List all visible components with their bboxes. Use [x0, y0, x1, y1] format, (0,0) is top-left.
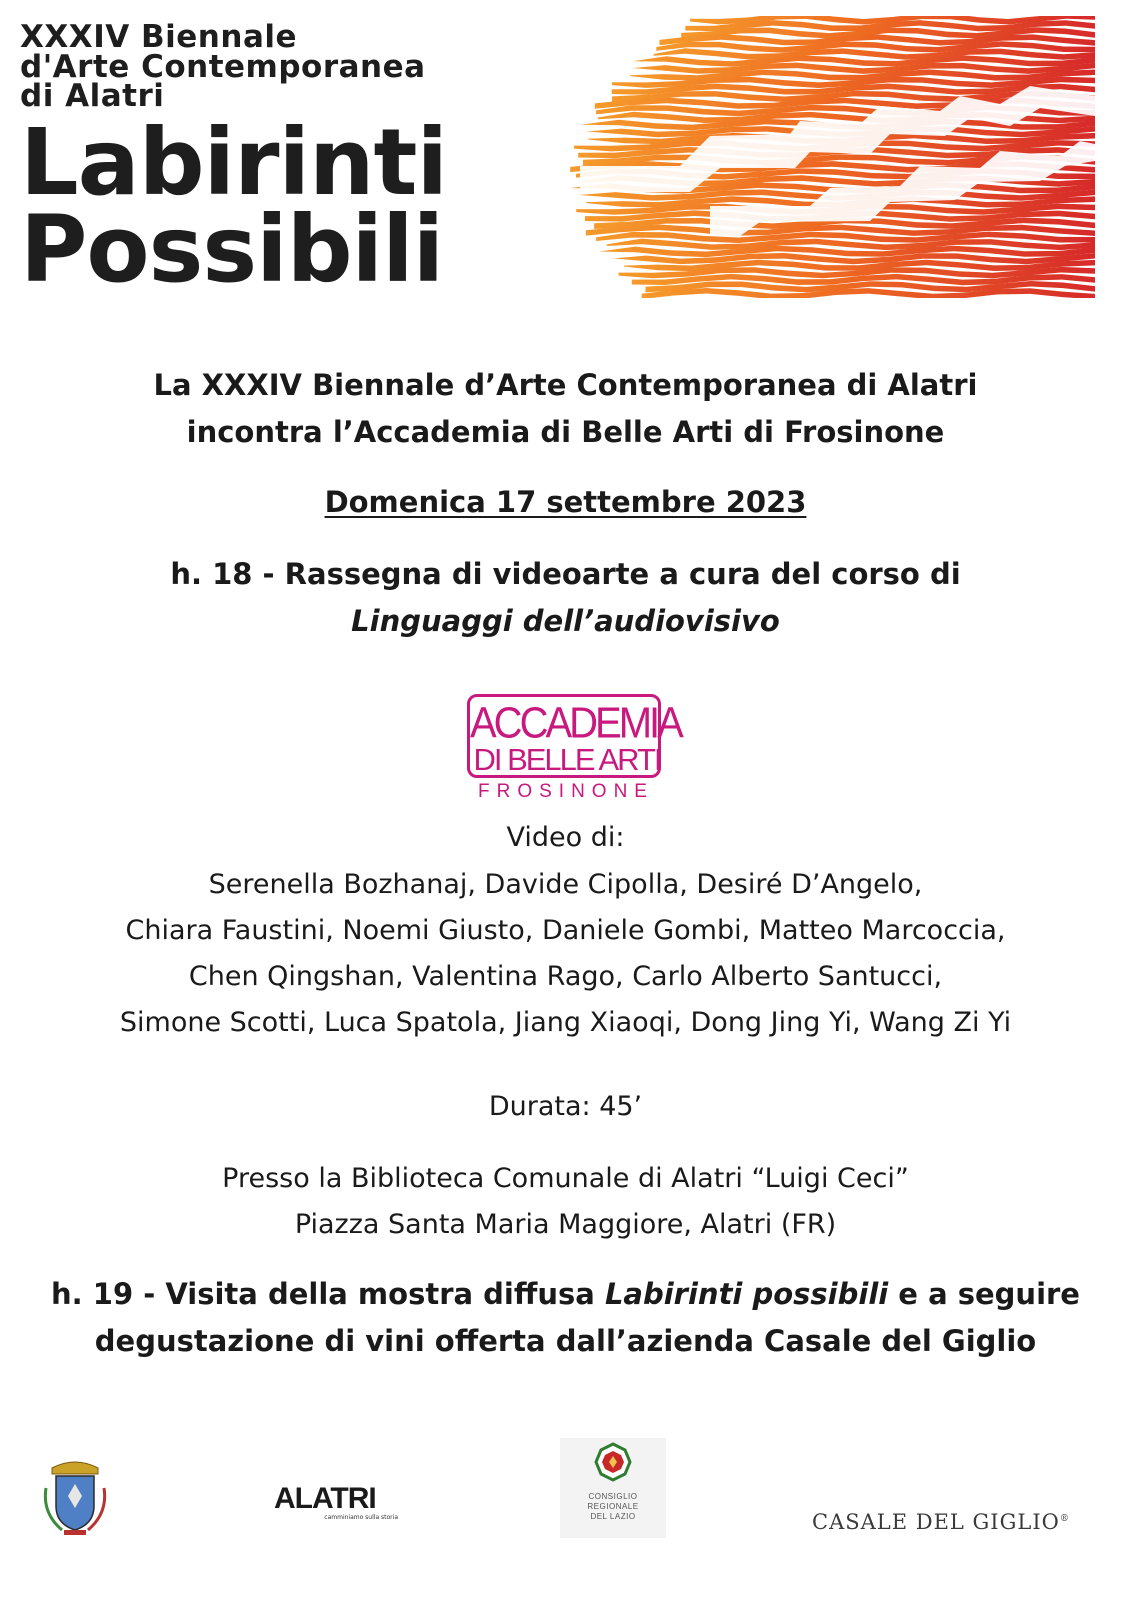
event2-exhibition-name: Labirinti possibili: [604, 1277, 889, 1311]
header-line-2: d'Arte Contemporanea: [20, 49, 426, 85]
event2-line-1: [0, 1271, 1131, 1318]
alatri-logo-tagline: camminiamo sulla storia: [324, 1514, 398, 1521]
videos-heading: Video di:: [506, 822, 625, 853]
lazio-text-line-1: CONSIGLIO: [588, 1492, 638, 1501]
casale-del-giglio-logo: [812, 1510, 1070, 1534]
videos-names-line-3: Chen Qingshan, Valentina Rago, Carlo Alberto Santucci,: [188, 961, 943, 992]
event1-line-2: [0, 598, 1131, 645]
event2-suffix: e a seguire: [888, 1277, 1080, 1311]
event2-line-2: degustazione di vini offerta dall’azienda Casale del Giglio: [94, 1324, 1037, 1358]
header-line-1: XXXIV Biennale: [20, 19, 298, 55]
header-title-1: Labirinti: [20, 109, 448, 216]
videos-names-line-1: Serenella Bozhanaj, Davide Cipolla, Desiré D’Angelo,: [208, 869, 923, 900]
header-line-3: di Alatri: [20, 78, 165, 114]
accademia-logo-line-1: ACCADEMIA: [470, 698, 681, 748]
duration: Durata: 45’: [488, 1091, 643, 1122]
alatri-logo-word: ALATRI: [274, 1482, 376, 1515]
accademia-logo-line-2: DI BELLE ARTI: [473, 742, 661, 777]
registered-mark: ®: [1059, 1514, 1070, 1524]
header-banner: [0, 0, 1131, 310]
intro-line-2: incontra l’Accademia di Belle Arti di Frosinone: [186, 415, 945, 449]
lazio-text-line-2: REGIONALE: [587, 1502, 639, 1511]
lazio-text-line-3: DEL LAZIO: [590, 1512, 636, 1521]
alatri-logo: [274, 1484, 398, 1530]
casale-del-giglio-text: CASALE DEL GIGLIO: [812, 1510, 1060, 1534]
accademia-logo: [467, 694, 681, 807]
event2-prefix: h. 19 - Visita della mostra diffusa: [51, 1277, 605, 1311]
accademia-logo-frame: [467, 694, 681, 778]
videos-names-line-4: Simone Scotti, Luca Spatola, Jiang Xiaoqi, Dong Jing Yi, Wang Zi Yi: [119, 1007, 1012, 1038]
labyrinth-wave-graphic: [560, 16, 1095, 298]
event-date-text: Domenica 17 settembre 2023: [324, 485, 807, 519]
wave-band: [633, 55, 1095, 67]
lazio-emblem-icon: [560, 1438, 666, 1488]
consiglio-regionale-lazio-logo: [560, 1438, 666, 1538]
venue-line-2: Piazza Santa Maria Maggiore, Alatri (FR): [294, 1209, 837, 1240]
coat-of-arms-icon: [42, 1458, 108, 1538]
header-title-2: Possibili: [20, 196, 444, 303]
accademia-logo-line-3: FROSINONE: [478, 781, 654, 802]
event1-course-name: Linguaggi dell’audiovisivo: [351, 604, 780, 638]
intro-line-1: La XXXIV Biennale d’Arte Contemporanea di Alatri: [153, 368, 978, 402]
wave-band: [607, 239, 1095, 251]
wave-band: [656, 41, 1095, 53]
venue-line-1: Presso la Biblioteca Comunale di Alatri “Luigi Ceci”: [222, 1163, 909, 1194]
event-date: [0, 479, 1131, 526]
event1-line-1: h. 18 - Rassegna di videoarte a cura del corso di: [170, 557, 961, 591]
wave-band: [654, 48, 1095, 60]
videos-names-line-2: Chiara Faustini, Noemi Giusto, Daniele Gombi, Matteo Marcoccia,: [125, 915, 1006, 946]
wave-band: [642, 288, 1095, 298]
